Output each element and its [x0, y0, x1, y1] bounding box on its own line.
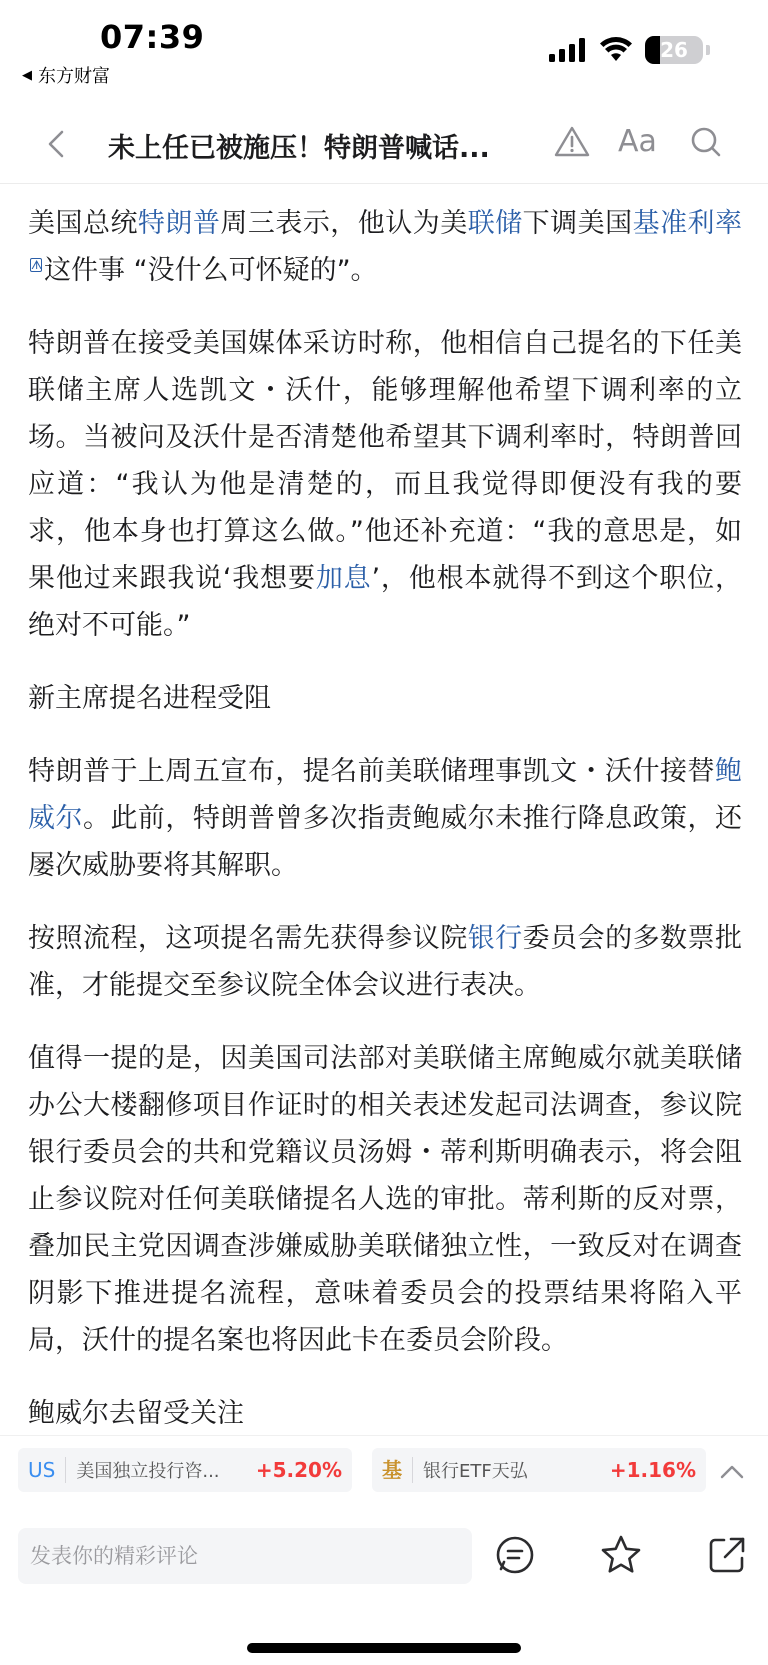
share-icon[interactable]	[704, 1532, 750, 1578]
stock-name: 银行ETF天弘	[423, 1461, 528, 1482]
cellular-signal-icon	[549, 38, 587, 62]
star-icon[interactable]	[598, 1532, 644, 1578]
stock-card[interactable]	[372, 1448, 706, 1492]
battery-level: 26	[660, 38, 688, 62]
back-to-app-link[interactable]	[22, 62, 110, 88]
font-size-button[interactable]: Aa	[618, 124, 657, 159]
term-link-bank[interactable]: 银行	[467, 923, 523, 954]
bookmark-tag-icon[interactable]: ᗑ	[31, 258, 43, 272]
wifi-icon	[599, 37, 633, 63]
paragraph-1: 美国总统特朗普周三表示，他认为美联储下调美国基准利率ᗑ这件事 “没什么可怀疑的”。	[28, 208, 742, 286]
status-time: 07:39	[100, 18, 205, 56]
stock-change: +1.16%	[609, 1458, 696, 1482]
warning-icon[interactable]	[552, 122, 592, 162]
stock-card[interactable]	[18, 1448, 352, 1492]
back-app-label: 东方财富	[38, 66, 110, 87]
chevron-up-icon[interactable]	[716, 1456, 748, 1488]
comment-toolbar	[0, 1512, 768, 1622]
battery-cap	[706, 45, 710, 55]
stock-name: 美国独立投行咨...	[76, 1461, 220, 1482]
section-heading-1: 新主席提名进程受阻	[28, 683, 271, 714]
paragraph-5: 值得一提的是，因美国司法部对美联储主席鲍威尔就美联储办公大楼翻修项目作证时的相关表述发起司法调查，参议院银行委员会的共和党籍议员汤姆・蒂利斯明确表示，将会阻止参议院对任何美联储提名人选的审批。蒂利斯的反对票，叠加民主党因调查涉嫌威胁美联储独立性，一致反对在调查阴影下推进提名流程，意味着委员会的投票结果将陷入平局，沃什的提名案也将因此卡在委员会阶段。	[28, 1043, 742, 1356]
article-body	[28, 200, 742, 1432]
home-indicator[interactable]	[247, 1643, 521, 1653]
back-triangle-icon: ◀	[22, 67, 32, 83]
stock-link-trump[interactable]: 特朗普	[137, 208, 221, 239]
stock-market-label: US	[28, 1457, 66, 1483]
chevron-left-icon[interactable]	[36, 122, 80, 166]
comment-input[interactable]	[18, 1528, 472, 1584]
battery-icon	[645, 36, 703, 64]
stock-change: +5.20%	[255, 1458, 342, 1482]
search-icon[interactable]	[686, 122, 726, 162]
term-link-rate-hike[interactable]: 加息	[315, 563, 372, 594]
term-link-benchmark-rate[interactable]: 基准利率	[632, 208, 742, 239]
section-heading-2: 鲍威尔去留受关注	[28, 1398, 244, 1429]
status-icons	[549, 36, 710, 64]
stock-link-fed[interactable]: 联储	[467, 208, 523, 239]
paragraph-3: 特朗普于上周五宣布，提名前美联储理事凯文・沃什接替鲍威尔。此前，特朗普曾多次指责鲍威尔未推行降息政策，还屡次威胁要将其解职。	[28, 756, 742, 881]
related-stocks-bar	[0, 1435, 768, 1511]
paragraph-2: 特朗普在接受美国媒体采访时称，他相信自己提名的下任美联储主席人选凯文・沃什，能够理解他希望下调利率的立场。当被问及沃什是否清楚他希望其下调利率时，特朗普回应道：“我认为他是清楚的，而且我觉得即便没有我的要求，他本身也打算这么做。”他还补充道：“我的意思是，如果他过来跟我说‘我想要加息’，他根本就得不到这个职位，绝对不可能。”	[28, 328, 742, 641]
article-nav-bar	[0, 108, 768, 184]
stock-market-label: 基	[382, 1457, 413, 1483]
paragraph-4: 按照流程，这项提名需先获得参议院银行委员会的多数票批准，才能提交至参议院全体会议进行表决。	[28, 923, 742, 1001]
term-link-powell[interactable]: 鲍威尔	[28, 756, 742, 834]
page-title: 未上任已被施压！特朗普喊话...	[108, 133, 490, 164]
comment-icon[interactable]	[492, 1532, 538, 1578]
status-bar	[0, 0, 768, 100]
